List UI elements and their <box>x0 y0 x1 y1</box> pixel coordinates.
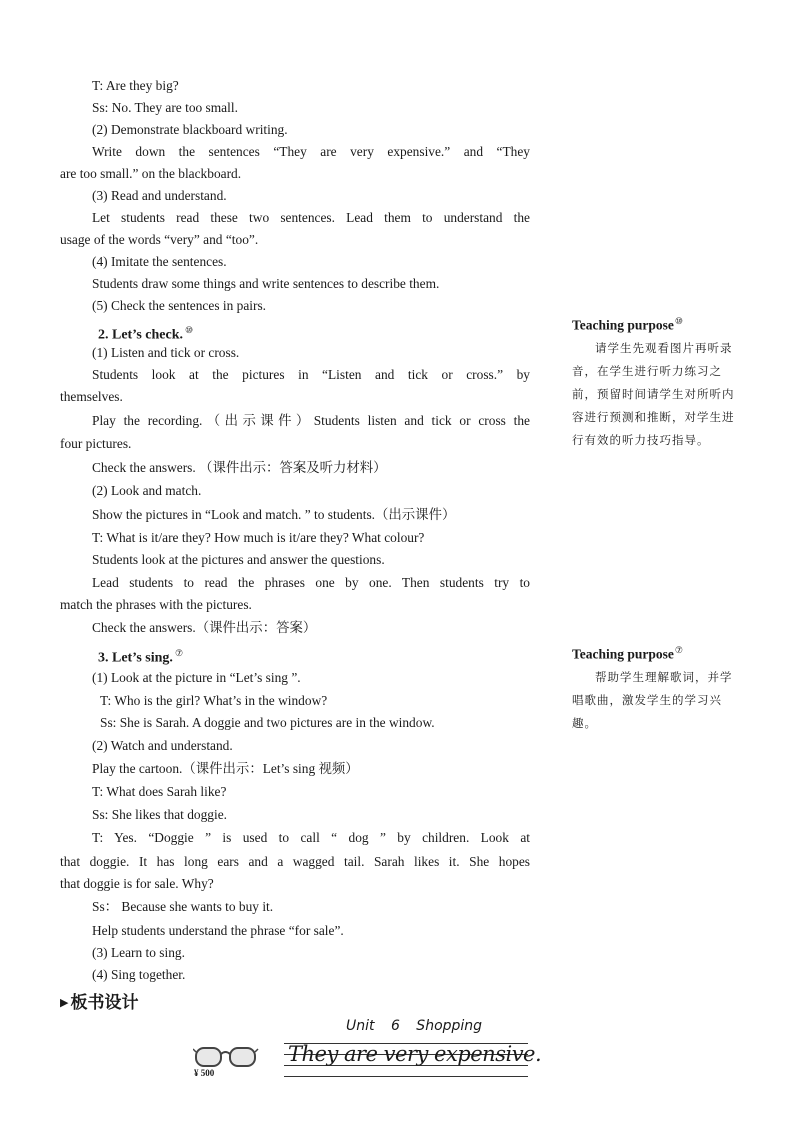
text-line: (4) Sing together. <box>92 967 186 982</box>
sidebar-text: 请学生先观看图片再听录音，在学生进行听力练习之前，预留时间请学生对所听内容进行预测和推断，对学生进行有效的听力技巧指导。 <box>572 341 735 447</box>
text-line: Play the cartoon.（课件出示：Let’s sing 视频） <box>92 761 359 776</box>
text-line: (2) Watch and understand. <box>92 738 233 753</box>
text-line: Write down the sentences “They are very expensive.” and “They <box>92 144 530 159</box>
text-line: are too small.” on the blackboard. <box>60 166 242 181</box>
triangle-bullet-icon: ▶ <box>60 996 69 1009</box>
text-line: T: Who is the girl? What’s in the window? <box>100 693 328 708</box>
text-line: themselves. <box>60 389 123 404</box>
text-line: T: What is it/are they? How much is it/are they? What colour? <box>92 530 425 545</box>
sidebar-title: Teaching purpose⑦ <box>572 645 683 662</box>
text-line: (3) Read and understand. <box>92 188 227 203</box>
text-line: Lead students to read the phrases one by one. Then students try to <box>92 575 530 590</box>
text-line: T: Yes. “Doggie ” is used to call “ dog ” by children. Look at <box>92 830 530 845</box>
board-design-heading: ▶ 板书设计 <box>60 993 139 1013</box>
section-heading: 3. Let’s sing. ⑦ <box>98 648 184 666</box>
text-line: Show the pictures in “Look and match. ” to students.（出示课件） <box>92 507 456 522</box>
text-line: Students look at the pictures in “Listen and tick or cross.” by <box>92 367 530 382</box>
sidebar-text: 帮助学生理解歌词，并学唱歌曲，激发学生的学习兴趣。 <box>572 670 733 730</box>
text-line: T: Are they big? <box>92 78 179 93</box>
text-line: Check the answers.（课件出示：答案） <box>92 620 317 635</box>
text-line: (3) Learn to sing. <box>92 945 185 960</box>
footnote-marker: ⑦ <box>174 648 184 658</box>
text-line: that doggie is for sale. Why? <box>60 876 214 891</box>
text-line: (4) Imitate the sentences. <box>92 254 227 269</box>
text-line: Students draw some things and write sentences to describe them. <box>92 276 440 291</box>
text-line: Let students read these two sentences. Lead them to understand the <box>92 210 530 225</box>
text-line: Ss: She likes that doggie. <box>92 807 228 822</box>
section-heading: 2. Let’s check. ⑩ <box>98 325 194 343</box>
glasses-icon <box>193 1043 259 1071</box>
text-line: (2) Look and match. <box>92 483 202 498</box>
footnote-marker: ⑩ <box>674 316 683 326</box>
text-line: that doggie. It has long ears and a wagged tail. Sarah likes it. She hopes <box>60 854 530 869</box>
text-line: (2) Demonstrate blackboard writing. <box>92 122 288 137</box>
price-tag: ¥ 500 <box>194 1068 215 1078</box>
text-line: match the phrases with the pictures. <box>60 597 252 612</box>
text-line: (1) Look at the picture in “Let’s sing ”. <box>92 670 301 685</box>
text-line: four pictures. <box>60 436 132 451</box>
text-line: usage of the words “very” and “too”. <box>60 232 259 247</box>
text-line: (1) Listen and tick or cross. <box>92 345 240 360</box>
board-unit-title: Unit 6 Shopping <box>346 1018 483 1034</box>
text-line: Play the recording.（出示课件）Students listen and tick or cross the <box>92 413 530 428</box>
text-line: Students look at the pictures and answer the questions. <box>92 552 385 567</box>
text-line: Help students understand the phrase “for sale”. <box>92 923 344 938</box>
text-line: Ss: She is Sarah. A doggie and two pictures are in the window. <box>100 715 435 730</box>
board-sentence: They are very expensive. <box>288 1042 542 1066</box>
text-line: Ss: No. They are too small. <box>92 100 238 115</box>
text-line: (5) Check the sentences in pairs. <box>92 298 267 313</box>
sidebar-title: Teaching purpose⑩ <box>572 316 683 333</box>
text-line: Check the answers. （课件出示：答案及听力材料） <box>92 460 387 475</box>
footnote-marker: ⑦ <box>674 645 683 655</box>
text-line: Ss： Because she wants to buy it. <box>92 899 274 914</box>
footnote-marker: ⑩ <box>185 325 194 335</box>
text-line: T: What does Sarah like? <box>92 784 227 799</box>
